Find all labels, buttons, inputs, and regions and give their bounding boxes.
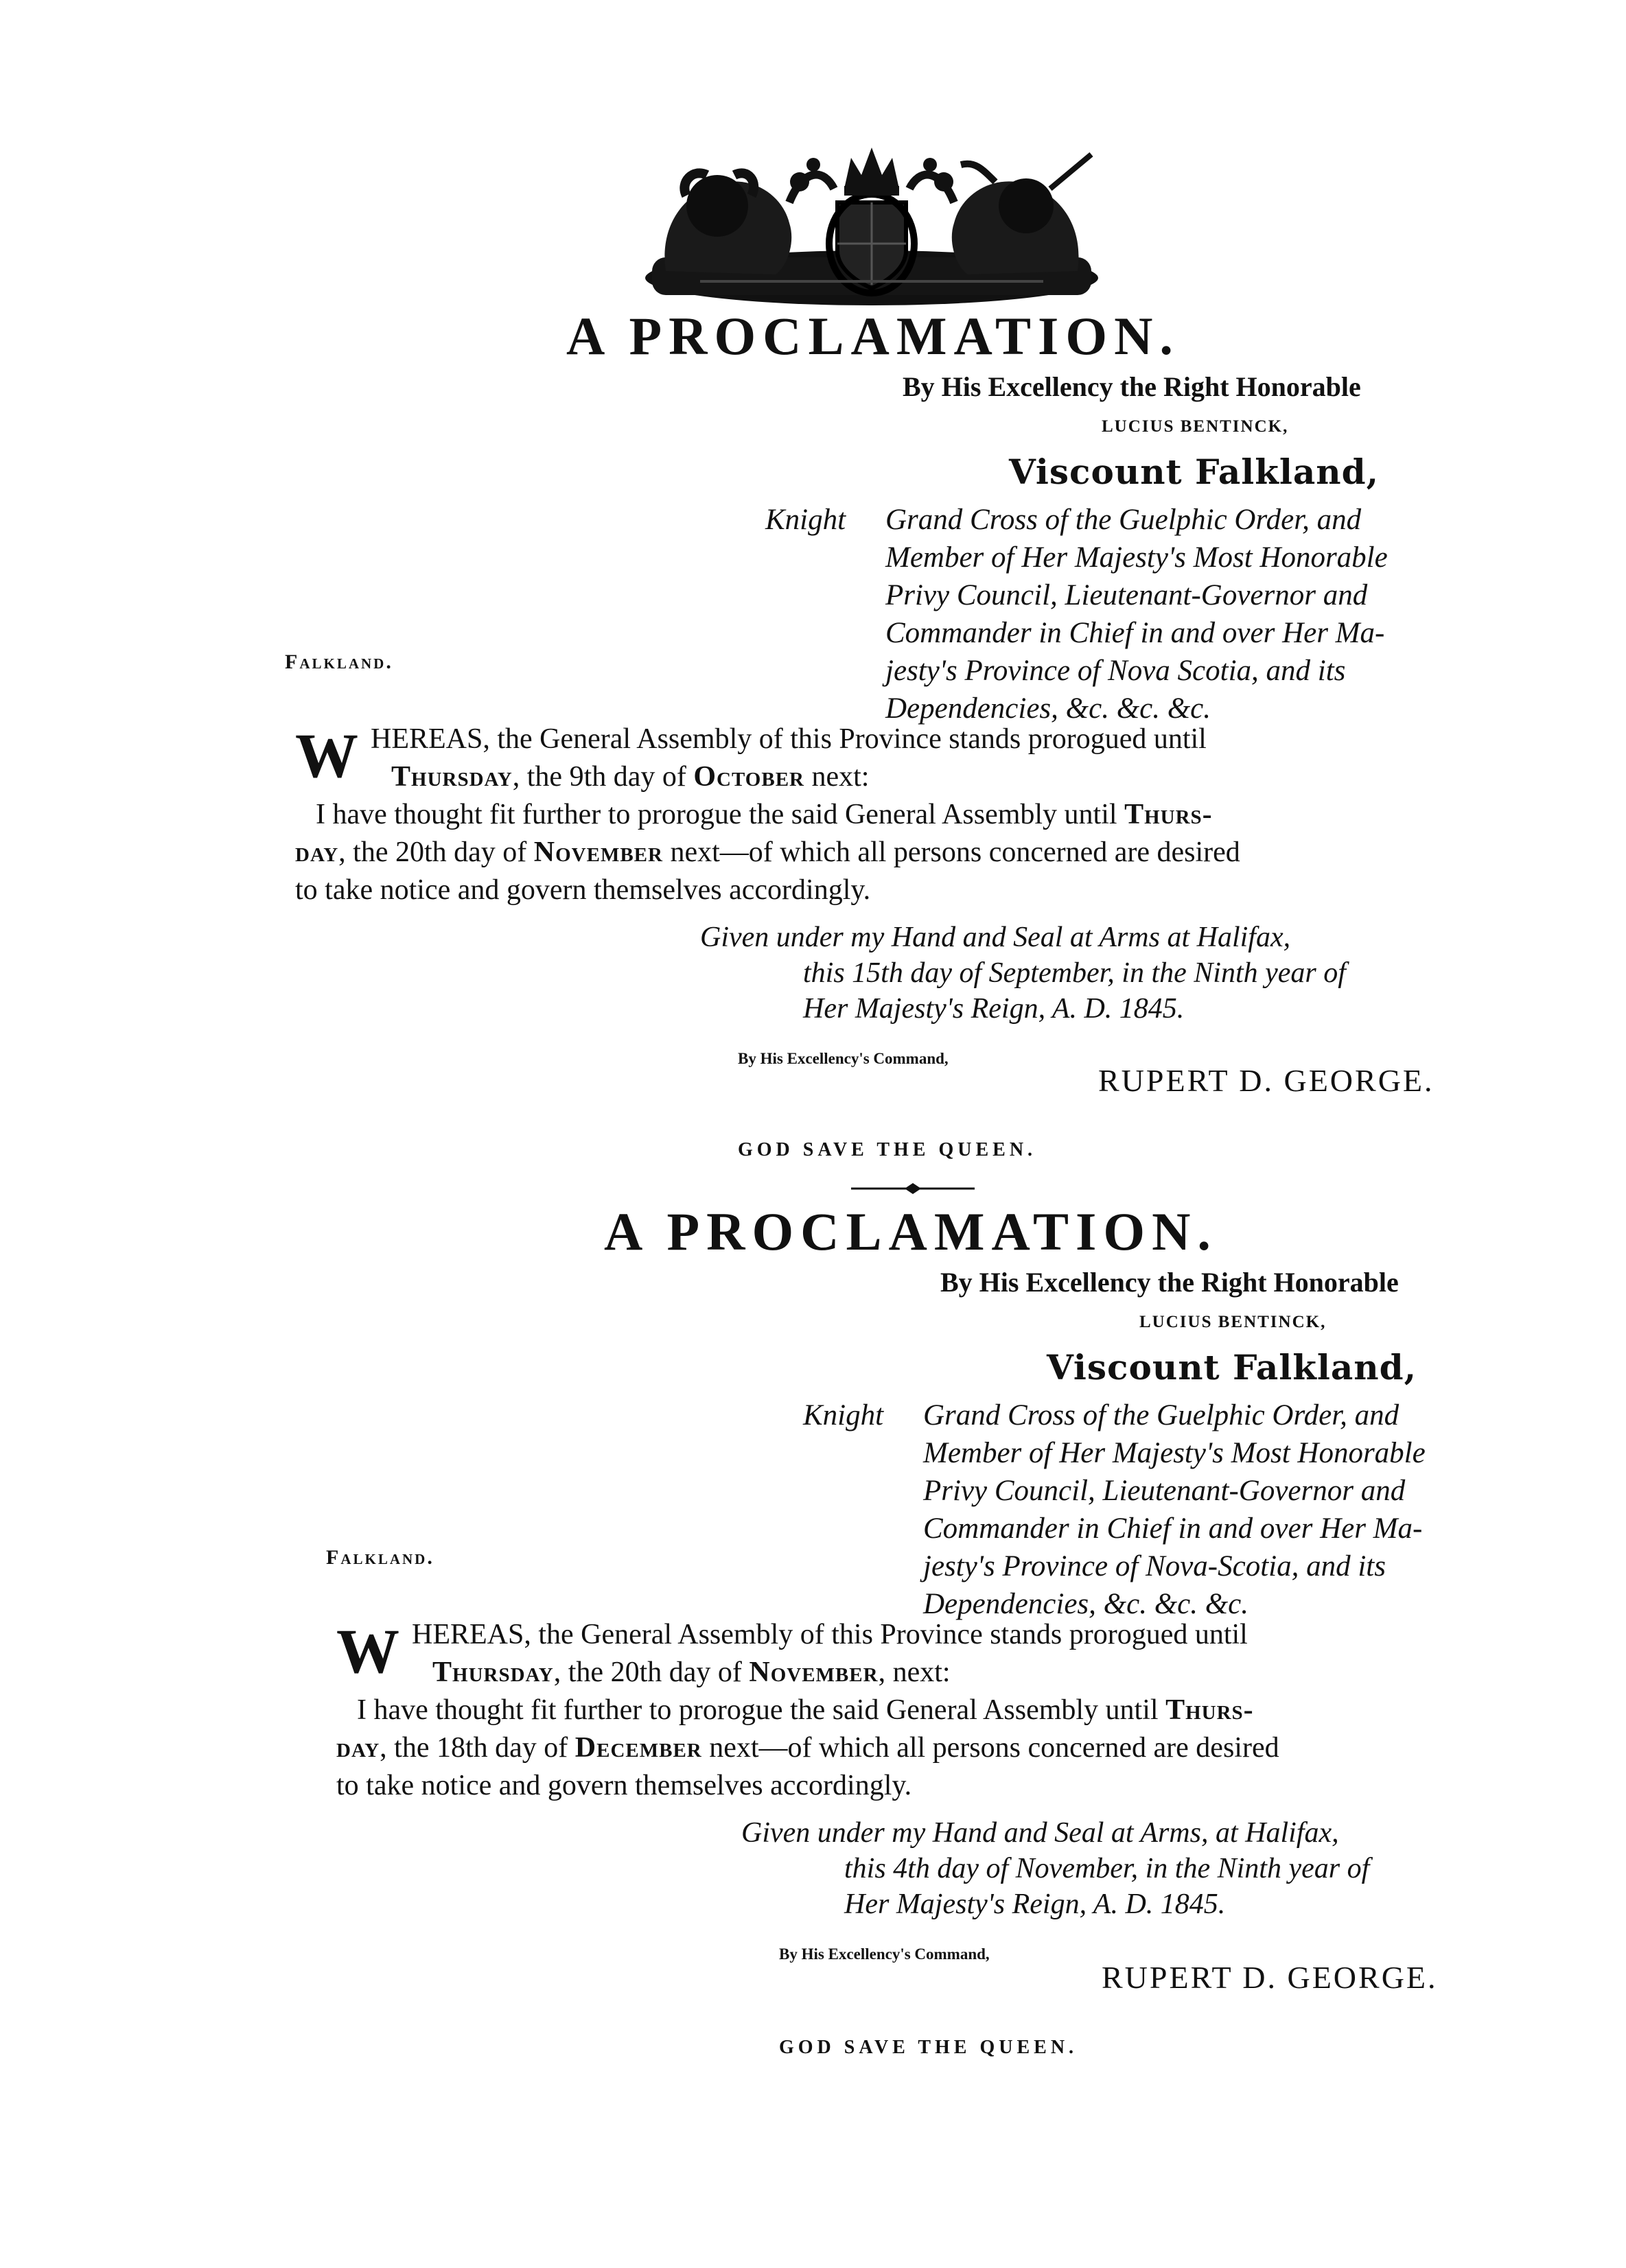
honors-line: Commander in Chief in and over Her Ma- bbox=[923, 1512, 1423, 1545]
secretary-name: RUPERT D. GEORGE. bbox=[1102, 1960, 1438, 1995]
body-line: to take notice and govern themselves accordingly. bbox=[295, 874, 871, 906]
honors-line: Commander in Chief in and over Her Ma- bbox=[885, 617, 1385, 649]
honors-line: Grand Cross of the Guelphic Order, and bbox=[923, 1399, 1399, 1431]
given-under-block bbox=[700, 920, 1346, 1027]
governor-signature: Falkland. bbox=[326, 1546, 434, 1569]
drop-cap: W bbox=[295, 721, 358, 791]
honors-line: Member of Her Majesty's Most Honorable bbox=[885, 541, 1388, 574]
honors-lead: Knight bbox=[803, 1399, 884, 1431]
given-line: Her Majesty's Reign, A. D. 1845. bbox=[803, 993, 1185, 1025]
section-divider bbox=[851, 1182, 975, 1195]
proclamation-body bbox=[295, 721, 1517, 909]
given-line: Given under my Hand and Seal at Arms, at Halifax, bbox=[741, 1817, 1339, 1849]
honors-line: Grand Cross of the Guelphic Order, and bbox=[885, 504, 1362, 536]
body-line: I have thought fit further to prorogue the said General Assembly until Thurs- bbox=[357, 1694, 1254, 1726]
honors-block bbox=[803, 1396, 1426, 1623]
body-line: day, the 20th day of November next—of which all persons concerned are desired bbox=[295, 837, 1240, 868]
drop-cap: W bbox=[336, 1616, 399, 1686]
by-his-excellency-line: By His Excellency the Right Honorable bbox=[903, 371, 1361, 402]
honors-line: Privy Council, Lieutenant-Governor and bbox=[885, 579, 1368, 611]
given-line: Given under my Hand and Seal at Arms at Halifax, bbox=[700, 922, 1291, 953]
proclamation-body bbox=[336, 1616, 1558, 1805]
governor-name: LUCIUS BENTINCK, bbox=[1102, 417, 1289, 436]
given-line: this 4th day of November, in the Ninth year of bbox=[844, 1853, 1370, 1884]
proclamation-title: A PROCLAMATION. bbox=[604, 1202, 1218, 1261]
honors-line: Member of Her Majesty's Most Honorable bbox=[923, 1437, 1426, 1469]
body-line: Thursday, the 9th day of October next: bbox=[391, 761, 870, 793]
god-save-the-queen: GOD SAVE THE QUEEN. bbox=[738, 1139, 1037, 1160]
secretary-name: RUPERT D. GEORGE. bbox=[1098, 1063, 1435, 1098]
given-line: Her Majesty's Reign, A. D. 1845. bbox=[844, 1889, 1226, 1920]
body-line: HEREAS, the General Assembly of this Province stands prorogued until bbox=[371, 723, 1207, 755]
honors-line: Privy Council, Lieutenant-Governor and bbox=[923, 1475, 1406, 1507]
body-line: day, the 18th day of December next—of which all persons concerned are desired bbox=[336, 1732, 1279, 1764]
royal-coat-of-arms-icon bbox=[638, 141, 1105, 305]
by-his-excellency-line: By His Excellency the Right Honorable bbox=[940, 1267, 1399, 1298]
given-line: this 15th day of September, in the Ninth year of bbox=[803, 957, 1346, 989]
honors-lead: Knight bbox=[765, 504, 846, 536]
honors-line: Dependencies, &c. &c. &c. bbox=[885, 692, 1211, 725]
honors-line: jesty's Province of Nova-Scotia, and its bbox=[923, 1550, 1386, 1582]
governor-signature: Falkland. bbox=[285, 651, 393, 673]
honors-line: Dependencies, &c. &c. &c. bbox=[923, 1588, 1249, 1620]
honors-block bbox=[765, 501, 1388, 727]
by-command-line: By His Excellency's Command, bbox=[738, 1050, 949, 1067]
god-save-the-queen: GOD SAVE THE QUEEN. bbox=[779, 2037, 1078, 2058]
viscount-title: Viscount Falkland, bbox=[1047, 1347, 1417, 1388]
by-command-line: By His Excellency's Command, bbox=[779, 1945, 990, 1963]
honors-line: jesty's Province of Nova Scotia, and its bbox=[885, 655, 1346, 687]
given-under-block bbox=[741, 1815, 1369, 1922]
viscount-title: Viscount Falkland, bbox=[1009, 452, 1379, 492]
body-line: to take notice and govern themselves accordingly. bbox=[336, 1770, 912, 1801]
body-line: HEREAS, the General Assembly of this Province stands prorogued until bbox=[412, 1619, 1248, 1650]
body-line: Thursday, the 20th day of November, next: bbox=[432, 1657, 951, 1688]
proclamation-title: A PROCLAMATION. bbox=[566, 306, 1180, 366]
governor-name: LUCIUS BENTINCK, bbox=[1139, 1313, 1327, 1331]
body-line: I have thought fit further to prorogue the said General Assembly until Thurs- bbox=[316, 799, 1213, 830]
